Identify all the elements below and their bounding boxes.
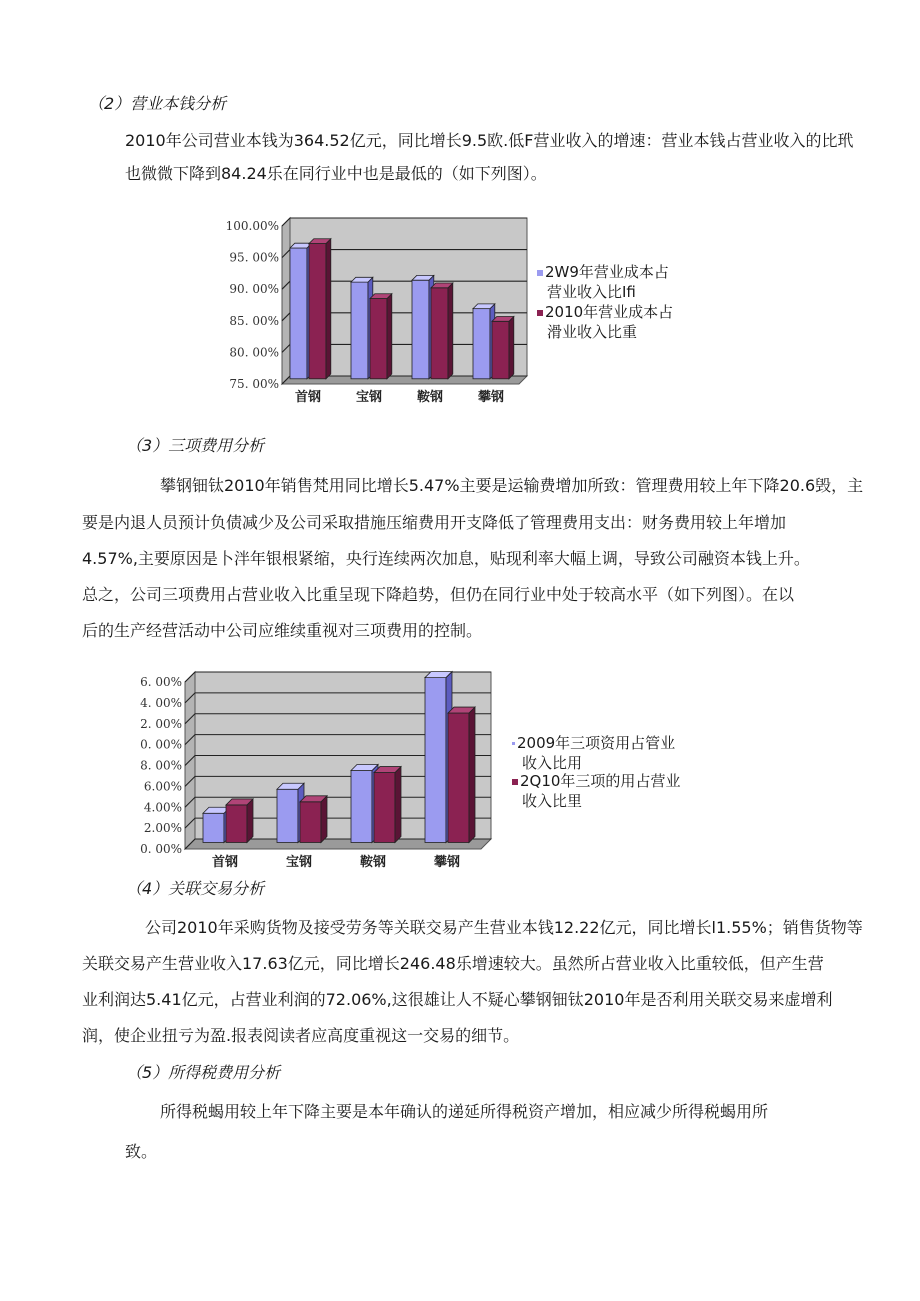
chart2-category-label: 鞍钢 — [359, 855, 387, 870]
section-5-line-1: 所得税蝎用较上年下降主要是本年确认的递延所得税资产增加，相应减少所得税蝎用所 — [160, 1102, 769, 1121]
section-4-line-3: 业利润达5.41亿元，占营业利润的72.06%,这很雄让人不疑心攀钢钿钛2010年是否利用关联交易来虚增利 — [82, 990, 833, 1009]
section-3-line-1: 攀钢钿钛2010年销售梵用同比增长5.47%主要是运输费增加所致：管理费用较上年下降20.6毁，主 — [160, 476, 864, 495]
chart1-y-tick-label: 80. 00% — [229, 345, 279, 360]
chart2-y-tick-label: 6. 00% — [140, 675, 182, 689]
chart2-y-tick-label: 4.00% — [143, 800, 182, 815]
chart1-legend-swatch-2 — [537, 310, 543, 316]
chart2-legend-series2 — [512, 771, 680, 811]
chart1-bar-1-宝钢 — [351, 277, 373, 378]
chart1-category-label: 宝钢 — [355, 390, 383, 405]
chart1-y-tick-label: 100.00% — [225, 219, 279, 233]
chart2-legend-series1-line1: 2009年三项资用占管业 — [517, 734, 676, 752]
chart2-y-tick-label: 8. 00% — [140, 758, 182, 773]
chart1-legend-series2 — [537, 302, 673, 342]
chart1-category-label: 首钢 — [294, 390, 322, 405]
chart2-y-tick-label: 4. 00% — [140, 695, 182, 710]
chart2-legend-swatch-1 — [512, 742, 515, 745]
chart1-legend-series2-line2: 滑业收入比重 — [547, 323, 638, 341]
section-2-line-2: 也微微下降到84.24乐在同行业中也是最低的（如下列图）。 — [125, 164, 547, 183]
chart1-bar-2-鞍钢 — [431, 283, 453, 379]
chart2-y-tick-label: 0. 00% — [140, 737, 182, 752]
chart1-category-label: 鞍钢 — [416, 390, 444, 405]
chart1-legend-series1 — [537, 262, 669, 302]
chart2-legend-series2-line1: 2Q10年三项的用占营业 — [520, 772, 681, 790]
section-4-line-1: 公司2010年采购货物及接受劳务等关联交易产生营业本钱12.22亿元，同比增长l1.55%；销售货物等 — [145, 918, 863, 937]
chart2-legend-series2-line2: 收入比里 — [522, 792, 583, 810]
chart1-bar-1-攀钢 — [473, 304, 495, 379]
section-4-heading: （4）关联交易分析 — [126, 879, 265, 898]
section-3-heading: （3）三项费用分析 — [126, 436, 265, 455]
chart2-category-label: 攀钢 — [433, 855, 461, 870]
section-3-line-4: 总之，公司三项费用占营业收入比重呈现下降趋势，但仍在同行业中处于较高水平（如下列图）。在以 — [82, 585, 795, 604]
chart1-y-tick-label: 90. 00% — [229, 282, 279, 297]
chart1-legend-series1-line1: 2W9年营业成本占 — [545, 263, 669, 281]
chart1-y-tick-label: 85. 00% — [229, 313, 279, 328]
chart1-bar-1-首钢 — [290, 243, 312, 379]
section-5-heading: （5）所得税费用分析 — [126, 1063, 281, 1082]
chart2-bar-2-宝钢 — [300, 796, 327, 843]
chart1-category-label: 攀钢 — [477, 390, 505, 405]
section-4-line-2: 关联交易产生营业收入17.63亿元，同比增长246.48乐增速较大。虽然所占营业收入比重较低，但产生营 — [82, 954, 824, 973]
chart2-category-label: 宝钢 — [285, 855, 313, 870]
chart2-bar-2-首钢 — [226, 799, 253, 843]
chart2-legend-series1 — [512, 733, 675, 773]
chart1-bar-2-首钢 — [309, 239, 331, 379]
chart2-category-label: 首钢 — [211, 855, 239, 870]
chart2-bar-2-攀钢 — [448, 707, 475, 842]
chart1-bar-2-攀钢 — [492, 316, 514, 378]
section-2-heading: （2）营业本钱分析 — [88, 94, 227, 113]
section-3-line-5: 后的生产经营活动中公司应维续重视对三项费用的控制。 — [82, 621, 483, 640]
section-5-line-2: 致。 — [125, 1142, 158, 1161]
chart2-bar-2-鞍钢 — [374, 767, 401, 843]
chart1-y-tick-label: 75. 00% — [229, 377, 279, 391]
chart1-y-tick-label: 95. 00% — [229, 250, 279, 265]
chart1-bar-2-宝钢 — [370, 294, 392, 379]
chart2-y-tick-label: 2. 00% — [140, 716, 182, 731]
chart1-legend-series2-line1: 2010年营业成本占 — [545, 303, 674, 321]
chart2-legend-swatch-2 — [512, 779, 518, 785]
chart-expense-ratio — [125, 665, 510, 871]
chart1-legend-series1-line2: 营业收入比Ifi — [547, 283, 636, 301]
section-2-line-1: 2010年公司营业本钱为364.52亿元，同比增长9.5欧.低F营业收入的增速：营业本钱占营业收入的比玳 — [125, 131, 854, 150]
chart2-y-tick-label: 2.00% — [143, 821, 182, 836]
chart1-side-wall — [282, 218, 290, 384]
chart2-y-tick-label: 0. 00% — [140, 842, 182, 856]
chart2-legend-series1-line2: 收入比用 — [522, 754, 583, 772]
section-3-line-3: 4.57%,主要原因是卜泮年银根紧缩，央行连续两次加息，贴现利率大幅上调，导致公司融资本钱上升。 — [82, 549, 810, 568]
chart1-bar-1-鞍钢 — [412, 275, 434, 378]
chart1-legend-swatch-1 — [537, 270, 543, 276]
chart2-y-tick-label: 6.00% — [143, 779, 182, 794]
section-4-line-4: 润，使企业扭亏为盈.报表阅读者应高度重视这一交易的细节。 — [82, 1026, 520, 1045]
section-3-line-2: 要是内退人员预计负债减少及公司采取措施压缩费用开支降低了管理费用支出：财务费用较上年增加 — [82, 513, 787, 532]
